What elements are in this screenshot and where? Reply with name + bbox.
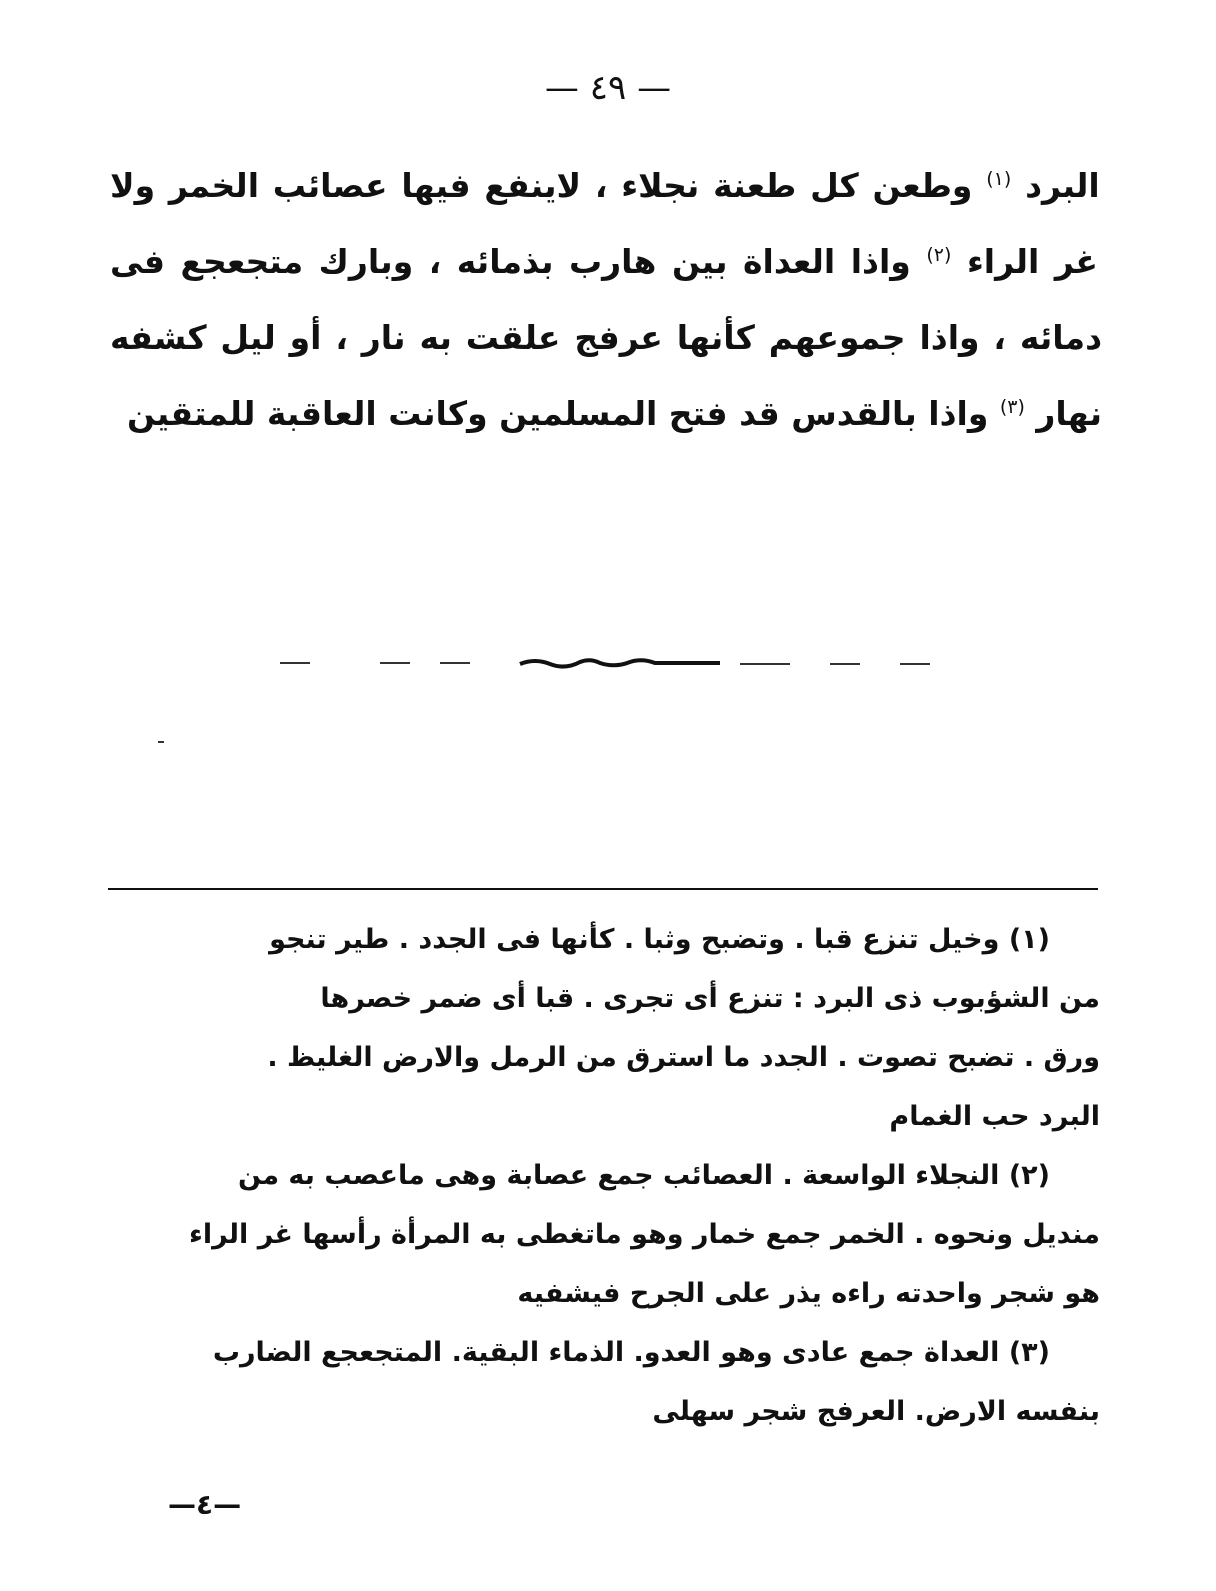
footnote-1	[100, 910, 1100, 1146]
footnote-separator	[108, 888, 1098, 890]
footnote-line: هو شجر واحدته راءه يذر على الجرح فيشفيه	[517, 1278, 1100, 1309]
footnote-line: (٢) النجلاء الواسعة . العصائب جمع عصابة وهى ماعصب به من	[238, 1160, 1050, 1191]
main-line-3: دمائه ، واذا جموعهم كأنها عرفج علقت به نار ، أو ليل كشفه	[110, 318, 1102, 357]
main-text-segment: واذا العداة بين هارب بذمائه ، وبارك متجعجع فى	[110, 242, 911, 281]
main-text-segment: غر الراء	[966, 242, 1098, 281]
footnote-line: بنفسه الارض. العرفج شجر سهلى	[652, 1396, 1100, 1427]
main-text	[110, 148, 1102, 452]
main-text-segment: وطعن كل طعنة نجلاء ، لاينفع فيها عصائب الخمر ولا	[110, 166, 973, 205]
footnote-line: منديل ونحوه . الخمر جمع خمار وهو ماتغطى به المرأة رأسها غر الراء	[189, 1219, 1100, 1250]
main-line-4	[127, 394, 1102, 433]
main-line-2	[110, 242, 1098, 281]
footnote-line: ورق . تضبح تصوت . الجدد ما استرق من الرمل والارض الغليظ .	[267, 1042, 1100, 1073]
page-number: — ٤٩ —	[544, 68, 672, 108]
footnote-reference-2: (٢)	[926, 244, 952, 266]
main-text-segment: واذا بالقدس قد فتح المسلمين وكانت العاقبة للمتقين	[127, 394, 989, 433]
signature-mark: —٤—	[168, 1488, 242, 1521]
footnote-line: البرد حب الغمام	[889, 1101, 1100, 1132]
footnote-line: (١) وخيل تنزع قبا . وتضبح وثبا . كأنها فى الجدد . طير تنجو	[269, 924, 1050, 955]
footnotes	[100, 910, 1100, 1441]
footnote-2	[100, 1146, 1100, 1323]
footnote-3	[100, 1323, 1100, 1441]
footnote-line: من الشؤبوب ذى البرد : تنزع أى تجرى . قبا أى ضمر خصرها	[320, 983, 1100, 1014]
stray-mark	[158, 741, 164, 743]
main-text-segment: البرد	[1025, 166, 1100, 205]
section-divider-ornament	[270, 650, 950, 674]
footnote-line: (٣) العداة جمع عادى وهو العدو. الذماء البقية. المتجعجع الضارب	[212, 1337, 1050, 1368]
footnote-reference-3: (٣)	[999, 396, 1025, 418]
footnote-reference-1: (١)	[986, 168, 1012, 190]
main-line-1	[110, 166, 1100, 205]
main-text-segment: نهار	[1036, 394, 1102, 433]
